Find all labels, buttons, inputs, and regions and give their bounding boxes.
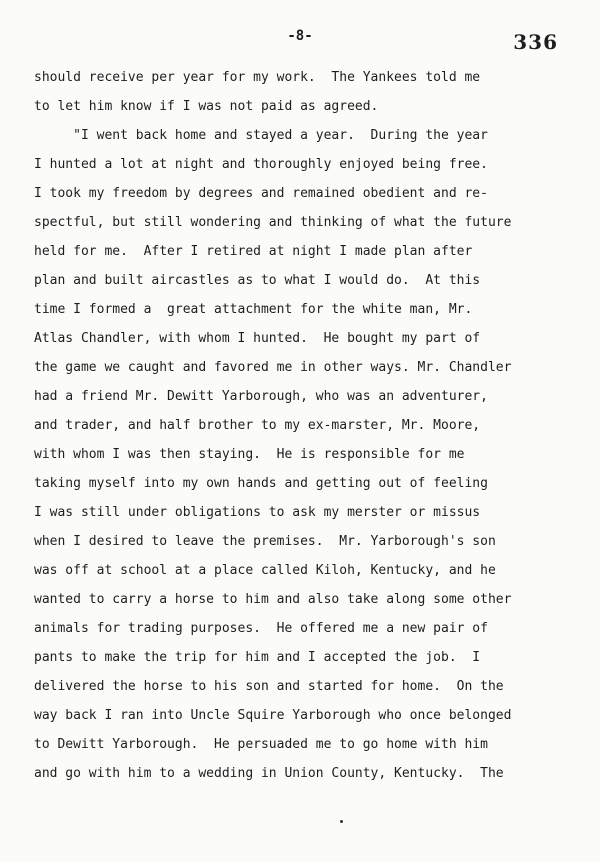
stray-mark (340, 820, 343, 823)
text-line: animals for trading purposes. He offered me a new pair of (34, 621, 488, 636)
text-line: time I formed a great attachment for the white man, Mr. (34, 302, 473, 317)
page-number: -8- (287, 28, 313, 44)
text-line: to Dewitt Yarborough. He persuaded me to go home with him (34, 737, 488, 752)
text-line: to let him know if I was not paid as agreed. (34, 99, 379, 114)
text-line: and trader, and half brother to my ex-marster, Mr. Moore, (34, 418, 481, 433)
text-line: plan and built aircastles as to what I would do. At this (34, 273, 481, 288)
text-line: when I desired to leave the premises. Mr. Yarborough's son (34, 534, 496, 549)
text-line: was off at school at a place called Kiloh, Kentucky, and he (34, 563, 496, 578)
text-line: with whom I was then staying. He is responsible for me (34, 447, 465, 462)
text-line: held for me. After I retired at night I made plan after (34, 244, 473, 259)
text-line: had a friend Mr. Dewitt Yarborough, who was an adventurer, (34, 389, 488, 404)
text-line: spectful, but still wondering and thinking of what the future (34, 215, 512, 230)
text-line: wanted to carry a horse to him and also take along some other (34, 592, 512, 607)
text-line: delivered the horse to his son and started for home. On the (34, 679, 504, 694)
text-line: I took my freedom by degrees and remained obedient and re- (34, 186, 488, 201)
text-line: I was still under obligations to ask my merster or missus (34, 505, 481, 520)
text-line: "I went back home and stayed a year. During the year (34, 128, 488, 143)
text-line: Atlas Chandler, with whom I hunted. He bought my part of (34, 331, 481, 346)
text-line: pants to make the trip for him and I accepted the job. I (34, 650, 481, 665)
text-line: the game we caught and favored me in other ways. Mr. Chandler (34, 360, 512, 375)
archive-number: 336 (513, 30, 558, 54)
text-line: I hunted a lot at night and thoroughly enjoyed being free. (34, 157, 488, 172)
text-line: taking myself into my own hands and getting out of feeling (34, 476, 488, 491)
text-line: should receive per year for my work. The Yankees told me (34, 70, 481, 85)
text-line: way back I ran into Uncle Squire Yarborough who once belonged (34, 708, 512, 723)
text-line: and go with him to a wedding in Union County, Kentucky. The (34, 766, 504, 781)
